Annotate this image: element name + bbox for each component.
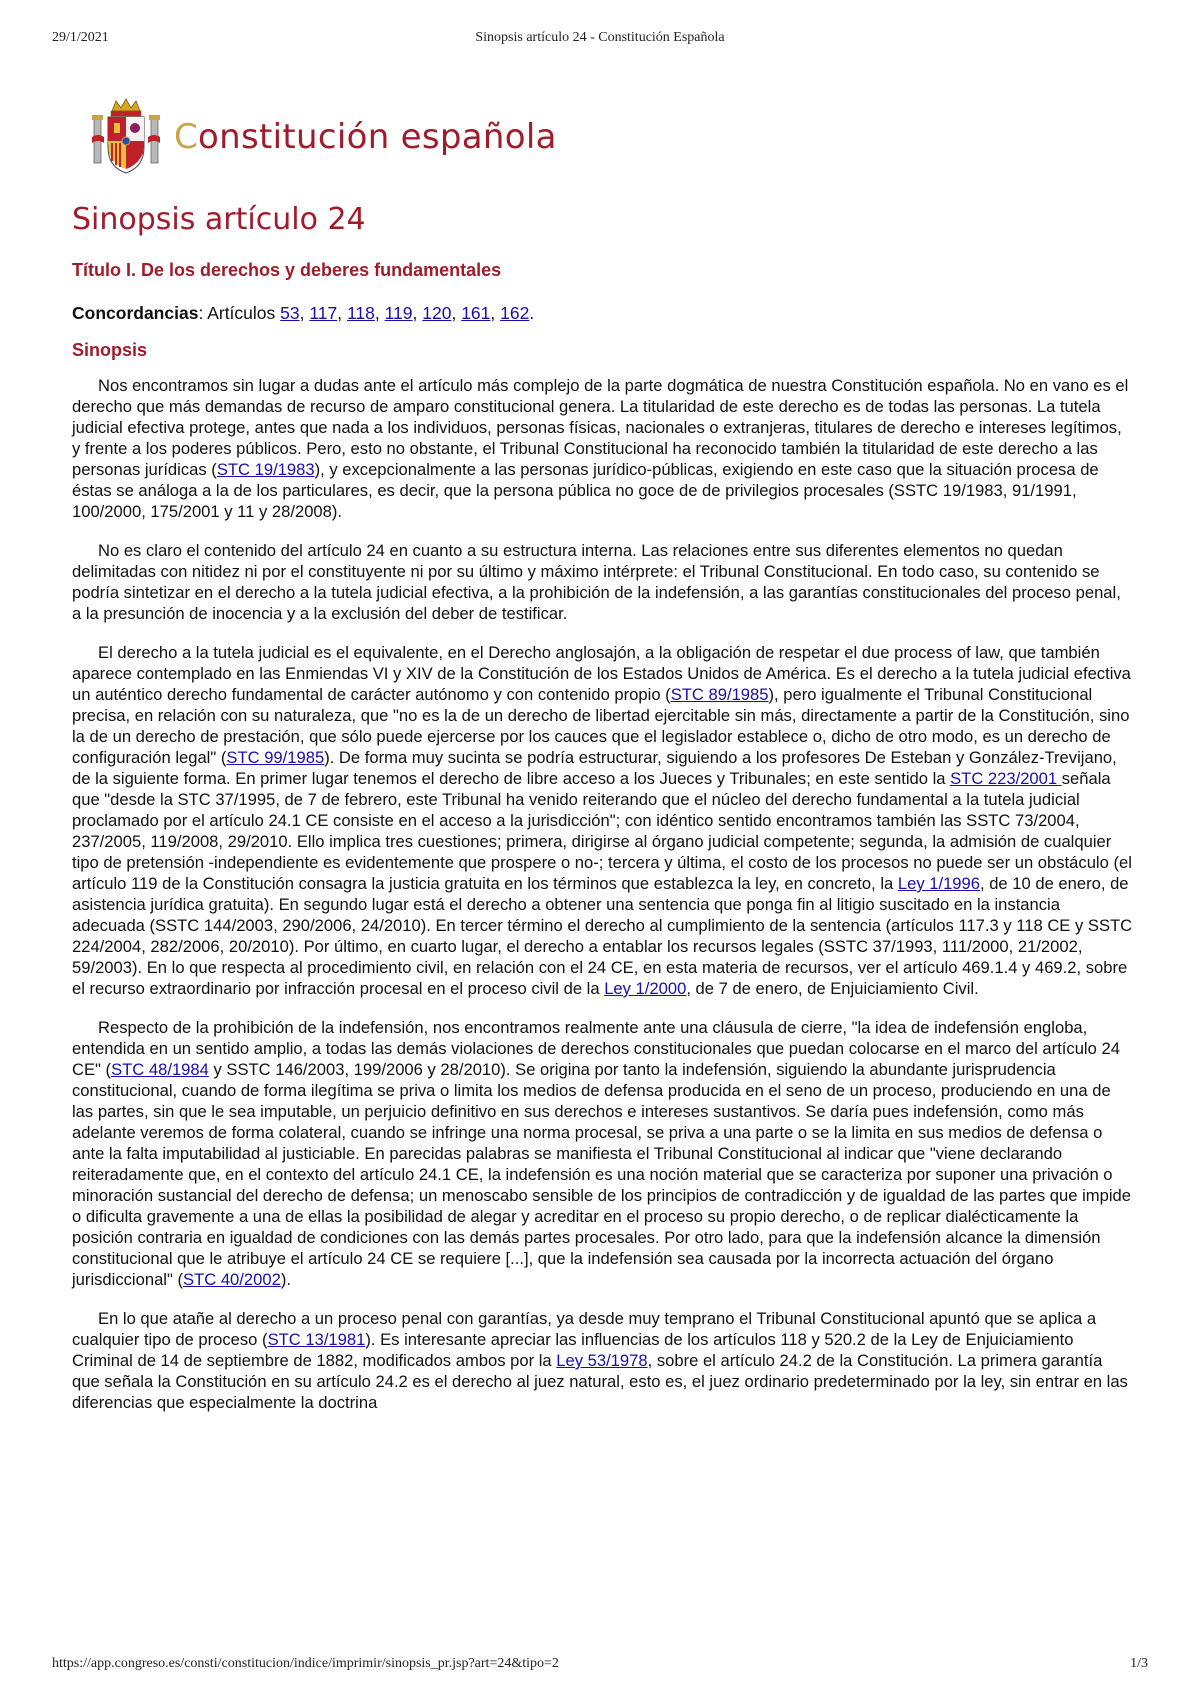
sinopsis-heading: Sinopsis: [72, 340, 148, 360]
sinopsis-paragraph: [72, 1017, 1134, 1290]
reference-link[interactable]: STC 13/1981: [267, 1330, 366, 1349]
site-title: Constitución española: [174, 117, 557, 157]
paragraph-text: , sobre el artículo 24.2 de la Constitución. La primera garantía que señala la Constitución en su artículo 24.2 es el derecho al juez natural, esto es, el juez ordinario predeterminado por la ley, sin entrar en las diferencias que especialmente la doctrina: [72, 1351, 1128, 1412]
reference-link[interactable]: STC 19/1983: [216, 460, 315, 479]
sinopsis-paragraph: [72, 1308, 1134, 1413]
article-link-118[interactable]: 118: [346, 303, 375, 323]
reference-link[interactable]: STC 223/2001: [950, 769, 1062, 788]
reference-link[interactable]: STC 89/1985: [670, 685, 769, 704]
paragraph-text: ), y excepcionalmente a las personas jurídico-públicas, exigiendo en este caso que la situación procesa de éstas se análoga a la de los particulares, es decir, que la persona pública no goce de de privilegios procesales (SSTC 19/1983, 91/1991, 100/2000, 175/2001 y 11 y 28/2008).: [72, 460, 1099, 521]
print-doc-title: Sinopsis artículo 24 - Constitución Española: [475, 30, 725, 45]
reference-link[interactable]: Ley 53/1978: [556, 1351, 648, 1370]
coat-of-arms-icon: [90, 97, 162, 177]
concordancias-prefix: : Artículos: [198, 303, 281, 323]
print-footer: [52, 1656, 1148, 1676]
print-header: [52, 30, 1148, 50]
concordancias-label: Concordancias: [72, 303, 199, 323]
paragraph-text: y SSTC 146/2003, 199/2006 y 28/2010). Se origina por tanto la indefensión, siguiendo la abundante jurisprudencia constitucional, cuando de forma ilegítima se priva o limita los medios de defensa producida en el seno de un proceso, produciendo en una de las partes, sin que le sea imputable, un perjuicio definitivo en sus derechos e intereses sustantivos. Se daría pues indefensión, como más adelante veremos de forma colateral, cuando se infringe una norma procesal, se priva a una parte o se la limita en sus medios de defensa o ante la falta imputabilidad al justiciable. En parecidas palabras se manifiesta el Tribunal Constitucional al indicar que "viene declarando reiteradamente que, en el contexto del artículo 24.1 CE, la indefensión es una noción material que se caracteriza por suponer una privación o minoración sustancial del derecho de defensa; un menoscabo sensible de los principios de contradicción y de igualdad de las partes que impide o dificulta gravemente a una de ellas la posibilidad de alegar y acreditar en el proceso su propio derecho, o de replicar dialécticamente la posición contraria en igualdad de condiciones con las demás partes procesales. Por otro lado, para que la indefensión alcance la dimensión constitucional que le atribuye el artículo 24 CE se requiere [...], que la indefensión sea causada por la incorrecta actuación del órgano jurisdiccional" (: [72, 1060, 1131, 1289]
concordancias-links: 53, 117, 118, 119, 120, 161, 162: [280, 303, 530, 323]
section-title: Título I. De los derechos y deberes fundamentales: [72, 260, 502, 280]
paragraph-text: El derecho a la tutela judicial es el equivalente, en el Derecho anglosajón, a la obligación de respetar el due process of law, que también aparece contemplado en las Enmiendas VI y XIV de la Constitución de los Estados Unidos de América. Es el derecho a la tutela judicial efectiva un auténtico derecho fundamental de carácter autónomo y con contenido propio (: [72, 643, 1131, 704]
reference-link[interactable]: Ley 1/2000: [604, 979, 687, 998]
paragraph-text: señala que "desde la STC 37/1995, de 7 de febrero, este Tribunal ha venido reiterando que el núcleo del derecho fundamental a la tutela judicial proclamado por el artículo 24.1 CE consiste en el acceso a la jurisdicción"; con idéntico sentido encontramos también las SSTC 73/2004, 237/2005, 119/2008, 29/2010. Ello implica tres cuestiones; primera, dirigirse al órgano judicial competente; segunda, la admisión de cualquier tipo de pretensión -independiente es evidentemente que prospere o no-; tercera y última, el costo de los procesos no puede ser un obstáculo (el artículo 119 de la Constitución consagra la justicia gratuita en los términos que establezca la ley, en concreto, la: [72, 769, 1132, 893]
paragraph-text: Nos encontramos sin lugar a dudas ante el artículo más complejo de la parte dogmática de nuestra Constitución española. No en vano es el derecho que más demandas de recurso de amparo constitucional genera. La titularidad de este derecho es de todas las personas. La tutela judicial efectiva protege, antes que nada a los individuos, personas físicas, nacionales o extranjeras, titulares de derecho e intereses legítimos, y frente a los poderes públicos. Pero, esto no obstante, el Tribunal Constitucional ha reconocido también la titularidad de este derecho a las personas jurídicas (: [72, 376, 1129, 479]
reference-link[interactable]: STC 99/1985: [226, 748, 325, 767]
paragraph-text: No es claro el contenido del artículo 24 en cuanto a su estructura interna. Las relaciones entre sus diferentes elementos no quedan delimitadas con nitidez ni por el constituyente ni por su último y máximo intérprete: el Tribunal Constitucional. En todo caso, su contenido se podría sintetizar en el derecho a la tutela judicial efectiva, a la prohibición de la indefensión, a las garantías constitucionales del proceso penal, a la presunción de inocencia y a la exclusión del deber de testificar.: [72, 541, 1121, 623]
print-date: 29/1/2021: [52, 30, 109, 45]
article-link-162[interactable]: 162: [500, 303, 530, 323]
concordancias: [72, 303, 1134, 324]
paragraph-text: ). De forma muy sucinta se podría estructurar, siguiendo a los profesores De Esteban y González-Trevijano, de la siguiente forma. En primer lugar tenemos el derecho de libre acceso a los Jueces y Tribunales; en este sentido la: [72, 748, 1117, 788]
paragraph-text: ).: [280, 1270, 291, 1289]
paragraph-text: En lo que atañe al derecho a un proceso penal con garantías, ya desde muy temprano el Tribunal Constitucional apuntó que se aplica a cualquier tipo de proceso (: [72, 1309, 1097, 1349]
print-url: https://app.congreso.es/consti/constitucion/indice/imprimir/sinopsis_pr.jsp?art=24&tipo=2: [52, 1656, 559, 1671]
paragraph-text: ). Es interesante apreciar las influencias de los artículos 118 y 520.2 de la Ley de Enjuiciamiento Criminal de 14 de septiembre de 1882, modificados ambos por la: [72, 1330, 1074, 1370]
sinopsis-paragraph: [72, 375, 1134, 522]
sinopsis-body: [72, 375, 1134, 1413]
paragraph-text: Respecto de la prohibición de la indefensión, nos encontramos realmente ante una cláusula de cierre, "la idea de indefensión engloba, entendida en un sentido amplio, a todas las demás violaciones de derechos constitucionales que puedan colocarse en el marco del artículo 24 CE" (: [72, 1018, 1120, 1079]
concordancias-suffix: .: [529, 303, 535, 323]
reference-link[interactable]: STC 48/1984: [111, 1060, 209, 1079]
print-page-number: 1/3: [1130, 1656, 1148, 1671]
reference-link[interactable]: Ley 1/1996: [897, 874, 980, 893]
article-link-120[interactable]: 120: [422, 303, 452, 323]
paragraph-text: , de 7 de enero, de Enjuiciamiento Civil.: [686, 979, 979, 998]
paragraph-text: ), pero igualmente el Tribunal Constitucional precisa, en relación con su naturaleza, que "no es la de un derecho de libertad ejercitable sin más, directamente a partir de la Constitución, sino la de un derecho de prestación, que sólo puede ejercerse por los cauces que el legislador establece o, dicho de otro modo, es un derecho de configuración legal" (: [72, 685, 1130, 767]
article-link-119[interactable]: 119: [384, 303, 413, 323]
page-title: Sinopsis artículo 24: [72, 202, 366, 237]
reference-link[interactable]: STC 40/2002: [183, 1270, 281, 1289]
site-header: [72, 92, 1134, 182]
article-link-117[interactable]: 117: [309, 303, 338, 323]
paragraph-text: , de 10 de enero, de asistencia jurídica gratuita). En segundo lugar está el derecho a obtener una sentencia que ponga fin al litigio suscitado en la instancia adecuada (SSTC 144/2003, 290/2006, 24/2010). En tercer término el derecho al cumplimiento de la sentencia (artículos 117.3 y 118 CE y SSTC 224/2004, 282/2006, 20/2010). Por último, en cuarto lugar, el derecho a entablar los recursos legales (SSTC 37/1993, 111/2000, 21/2002, 59/2003). En lo que respecta al procedimiento civil, en relación con el 24 CE, en esta materia de recursos, ver el artículo 469.1.4 y 469.2, sobre el recurso extraordinario por infracción procesal en el proceso civil de la: [72, 874, 1133, 998]
sinopsis-paragraph: [72, 540, 1134, 624]
page-content: [72, 92, 1134, 1431]
article-link-161[interactable]: 161: [461, 303, 491, 323]
article-link-53[interactable]: 53: [280, 303, 300, 323]
sinopsis-paragraph: [72, 642, 1134, 999]
